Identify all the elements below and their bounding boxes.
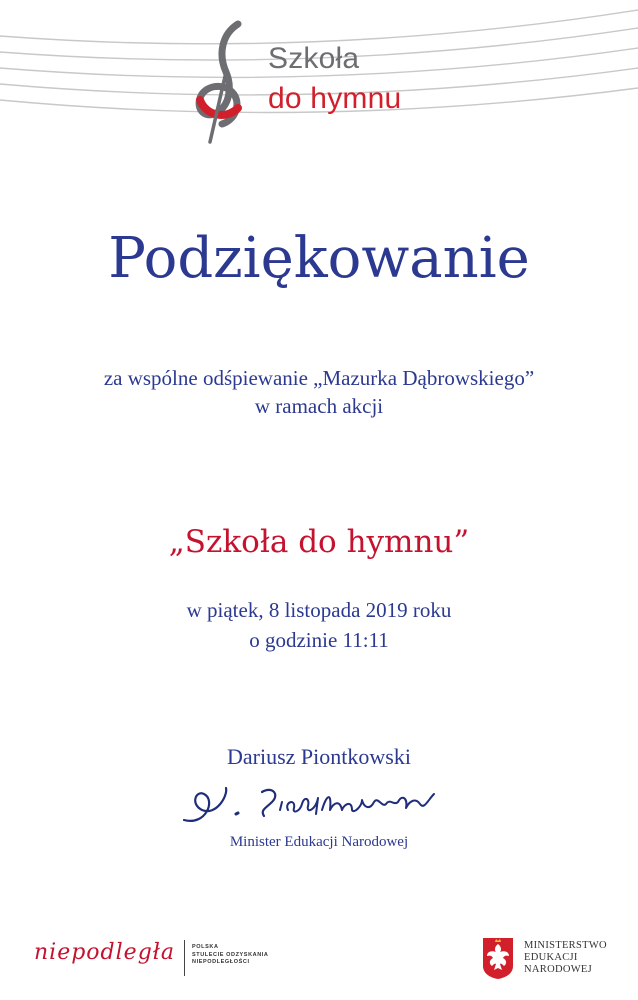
niepodlegla-logo: niepodległa (34, 940, 176, 965)
niepodlegla-caption-line: STULECIE ODZYSKANIA (192, 951, 269, 958)
signatory-name: Dariusz Piontkowski (227, 744, 411, 769)
signatory-role: Minister Edukacji Narodowej (229, 834, 409, 850)
treble-clef-icon (192, 20, 256, 145)
date-line: w piątek, 8 listopada 2019 roku (186, 598, 452, 622)
ministry-name (524, 940, 607, 976)
thanks-line-2: w ramach akcji (254, 394, 384, 418)
thanks-line-1: za wspólne odśpiewanie „Mazurka Dąbrowskiego” (103, 366, 535, 390)
certificate-title: Podziękowanie (108, 226, 530, 291)
logo-title-line2: do hymnu (268, 82, 402, 115)
action-name: „Szkoła do hymnu” (168, 524, 470, 560)
logo-title-line1: Szkoła (268, 42, 360, 75)
niepodlegla-caption-line: NIEPODLEGŁOŚCI (192, 959, 250, 965)
footer-divider (184, 940, 185, 976)
music-staff-decoration (0, 0, 638, 160)
time-line: o godzinie 11:11 (249, 628, 389, 652)
ministry-name-line: NARODOWEJ (524, 964, 593, 975)
niepodlegla-caption-line: POLSKA (192, 944, 219, 950)
niepodlegla-caption (192, 944, 269, 967)
ministry-name-line: MINISTERSTWO (524, 940, 607, 951)
ministry-name-line: EDUKACJI (524, 952, 578, 963)
handwritten-signature (176, 780, 446, 830)
polish-eagle-icon (481, 936, 515, 980)
